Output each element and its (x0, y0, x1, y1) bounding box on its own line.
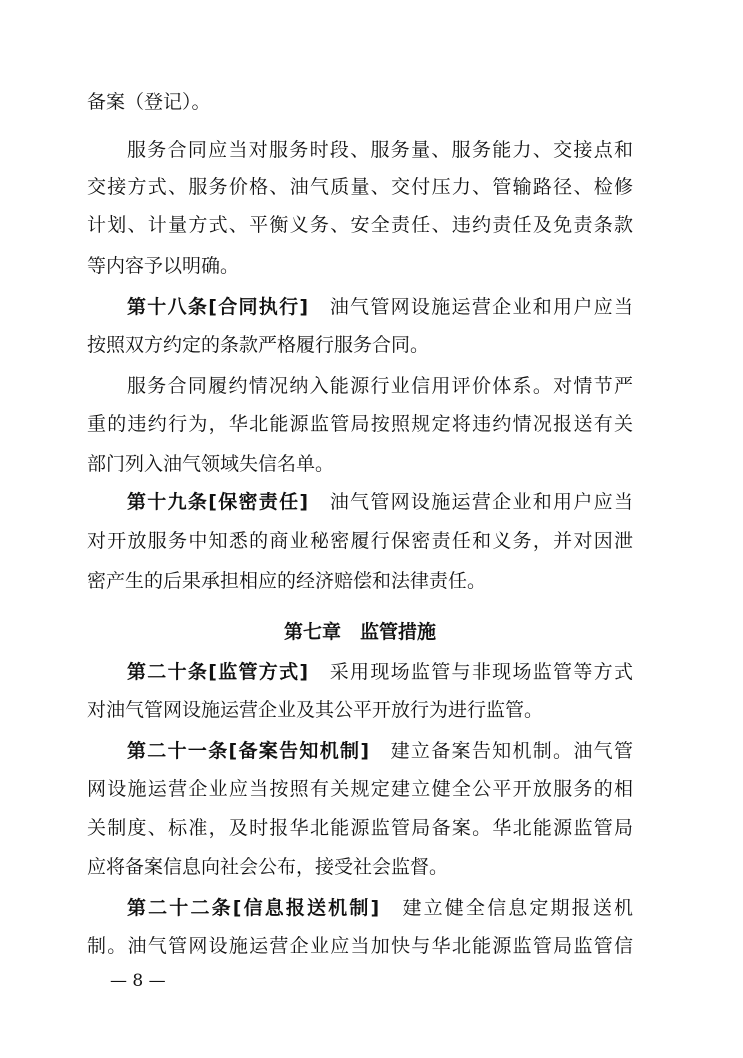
text-line: 计划、计量方式、平衡义务、安全责任、违约责任及免责条款 (87, 214, 633, 236)
text-line: 部门列入油气领域失信名单。 (87, 453, 335, 475)
text-line: 关制度、标准，及时报华北能源监管局备案。华北能源监管局 (87, 817, 633, 839)
article-18-line: 第十八条[合同执行] 油气管网设施运营企业和用户应当 (127, 296, 633, 318)
text-line: 等内容予以明确。 (87, 255, 240, 277)
text-line: 制。油气管网设施运营企业应当加快与华北能源监管局监管信 (87, 935, 633, 957)
text-line: 交接方式、服务价格、油气质量、交付压力、管输路径、检修 (87, 176, 633, 198)
article-21-line: 第二十一条[备案告知机制] 建立备案告知机制。油气管 (127, 740, 633, 762)
article-heading: 第十九条[保密责任] (127, 491, 309, 513)
text-line: 网设施运营企业应当按照有关规定建立健全公平开放服务的相 (87, 778, 633, 800)
text-line: 按照双方约定的条款严格履行服务合同。 (87, 334, 430, 356)
article-heading: 第十八条[合同执行] (127, 296, 309, 318)
text-line: 服务合同应当对服务时段、服务量、服务能力、交接点和 (127, 139, 633, 161)
article-heading: 第二十条[监管方式] (127, 661, 309, 683)
text-line: 对油气管网设施运营企业及其公平开放行为进行监管。 (87, 699, 544, 721)
text-line: 应将备案信息向社会公布，接受社会监督。 (87, 856, 449, 878)
text-line: 重的违约行为，华北能源监管局按照规定将违约情况报送有关 (87, 413, 633, 435)
text-line: 备案（登记）。 (87, 91, 211, 113)
page-number: — 8 — (110, 971, 166, 991)
article-heading: 第二十二条[信息报送机制] (127, 897, 380, 919)
chapter-heading: 第七章 监管措施 (283, 621, 436, 643)
text-line: 密产生的后果承担相应的经济赔偿和法律责任。 (87, 570, 487, 592)
article-22-line: 第二十二条[信息报送机制] 建立健全信息定期报送机 (127, 897, 633, 919)
article-heading: 第二十一条[备案告知机制] (127, 740, 370, 762)
text-line: 服务合同履约情况纳入能源行业信用评价体系。对情节严 (127, 375, 633, 397)
text-line: 对开放服务中知悉的商业秘密履行保密责任和义务，并对因泄 (87, 530, 633, 552)
article-19-line: 第十九条[保密责任] 油气管网设施运营企业和用户应当 (127, 491, 633, 513)
article-20-line: 第二十条[监管方式] 采用现场监管与非现场监管等方式 (127, 661, 633, 683)
